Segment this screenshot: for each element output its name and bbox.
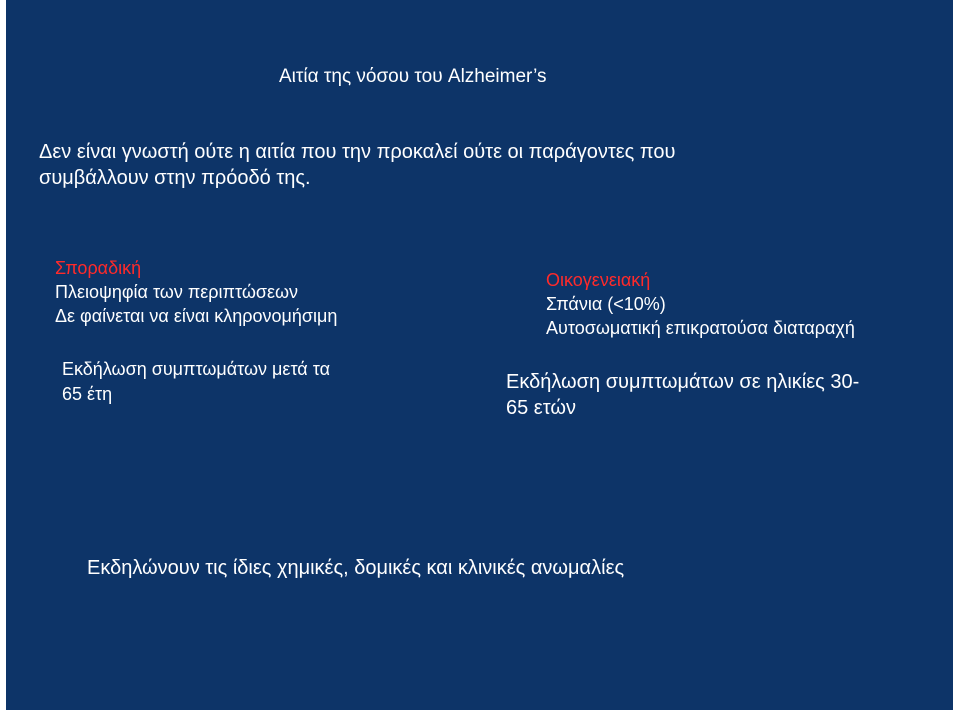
familial-section xyxy=(546,268,855,340)
slide-title: Αιτία της νόσου του Alzheimer’s xyxy=(279,66,547,87)
sporadic-onset-line: 65 έτη xyxy=(62,384,113,404)
sporadic-onset xyxy=(62,357,330,407)
familial-line: Αυτοσωματική επικρατούσα διαταραχή xyxy=(546,318,855,338)
slide xyxy=(6,0,953,710)
familial-line: Σπάνια (<10%) xyxy=(546,294,666,314)
familial-onset xyxy=(506,369,859,421)
footer-text: Εκδηλώνουν τις ίδιες χημικές, δομικές και κλινικές ανωμαλίες xyxy=(87,557,625,579)
familial-onset-line: Εκδήλωση συμπτωμάτων σε ηλικίες 30- xyxy=(506,371,860,393)
intro-line: Δεν είναι γνωστή ούτε η αιτία που την προκαλεί ούτε οι παράγοντες που xyxy=(39,141,676,163)
intro-line: συμβάλλουν στην πρόοδό της. xyxy=(39,167,311,189)
sporadic-heading: Σποραδική xyxy=(55,258,142,278)
intro-text xyxy=(39,139,839,191)
sporadic-line: Δε φαίνεται να είναι κληρονομήσιμη xyxy=(55,306,338,326)
sporadic-line: Πλειοψηφία των περιπτώσεων xyxy=(55,282,299,302)
familial-onset-line: 65 ετών xyxy=(506,397,576,419)
familial-heading: Οικογενειακή xyxy=(546,270,651,290)
sporadic-section xyxy=(55,256,337,328)
sporadic-onset-line: Εκδήλωση συμπτωμάτων μετά τα xyxy=(62,359,330,379)
